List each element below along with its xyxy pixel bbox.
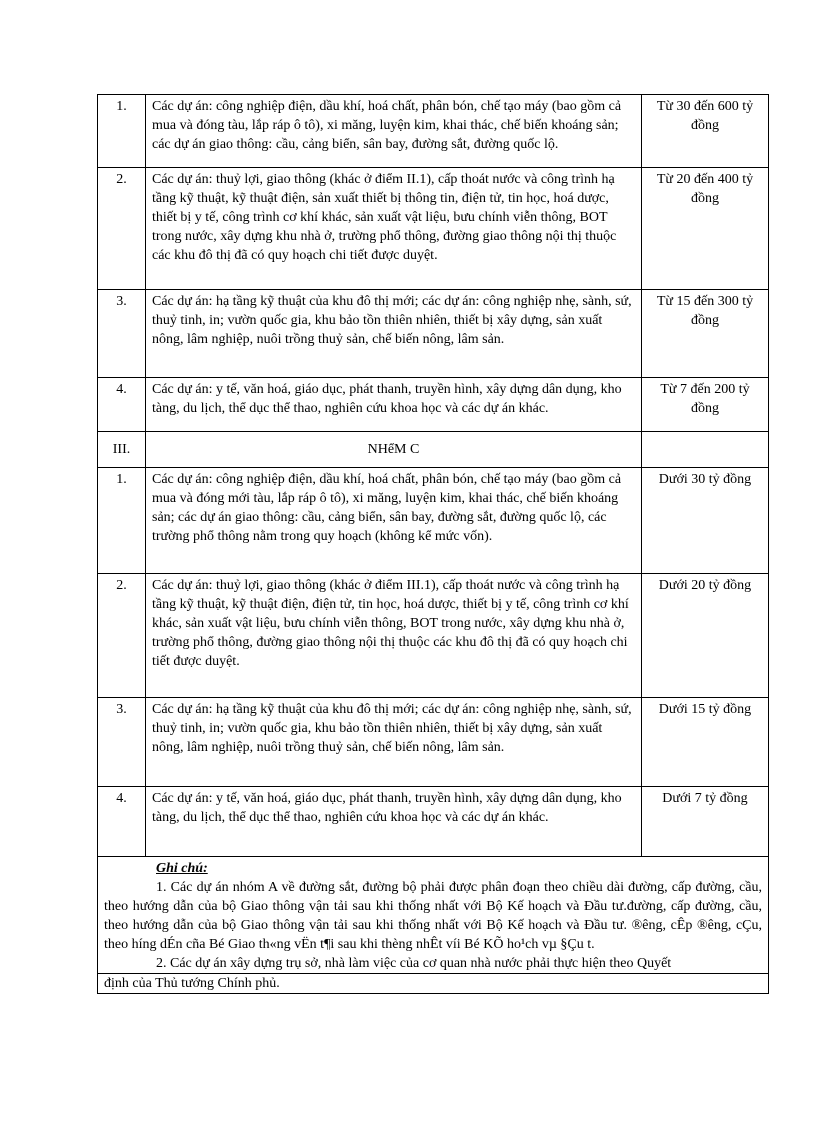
row-amount: Dưới 7 tỷ đồng <box>642 787 769 857</box>
note-paragraph-1: 1. Các dự án nhóm A về đường sắt, đường bộ phải được phân đoạn theo chiều dài đường, cấp đường, cầu, theo hướng dẫn của bộ Giao thông vận tải sau khi thống nhất với Bộ Kế hoạch và Đầu tư.đường, cấp đường, cầu, theo hướng dẫn của bộ Giao thông vận tải sau khi thống nhất với Bộ Kế hoạch và Đầu tư. ®êng, cÊp ®êng, cÇu, theo híng dÉn cña Bé Giao th«ng vËn t¶i sau khi thèng nhÊt víi Bé KÕ ho¹ch vµ §Çu t. <box>104 880 762 952</box>
row-number: 4. <box>98 378 146 432</box>
note-paragraph-2-continued: định của Thủ tướng Chính phủ. <box>98 973 768 993</box>
document-page <box>97 94 769 994</box>
section-header-row <box>98 432 769 468</box>
table-row <box>98 290 769 378</box>
row-amount: Dưới 15 tỷ đồng <box>642 698 769 787</box>
row-amount: Từ 30 đến 600 tỷ đồng <box>642 95 769 168</box>
row-description: Các dự án: y tế, văn hoá, giáo dục, phát thanh, truyền hình, xây dựng dân dụng, kho tàng, du lịch, thể dục thể thao, nghiên cứu khoa học và các dự án khác. <box>146 378 642 432</box>
note-paragraph-2: 2. Các dự án xây dựng trụ sở, nhà làm việc của cơ quan nhà nước phải thực hiện theo Quyết <box>156 956 672 971</box>
table-row <box>98 168 769 290</box>
table-row <box>98 574 769 698</box>
row-number: 3. <box>98 290 146 378</box>
row-number: 2. <box>98 168 146 290</box>
row-description: Các dự án: công nghiệp điện, dầu khí, hoá chất, phân bón, chế tạo máy (bao gồm cả mua và đóng mới tàu, lắp ráp ô tô), xi măng, luyện kim, khai thác, chế biến khoáng sản; các dự án giao thông: cầu, cảng biển, sân bay, đường sắt, đường quốc lộ, các trường phổ thông nằm trong quy hoạch (không kể mức vốn). <box>146 468 642 574</box>
row-description: Các dự án: hạ tầng kỹ thuật của khu đô thị mới; các dự án: công nghiệp nhẹ, sành, sứ, thuỷ tinh, in; vườn quốc gia, khu bảo tồn thiên nhiên, thiết bị xây dựng, sản xuất nông, lâm nghiệp, nuôi trồng thuỷ sản, chế biến nông, lâm sản. <box>146 698 642 787</box>
row-number: 1. <box>98 468 146 574</box>
row-amount: Từ 7 đến 200 tỷ đồng <box>642 378 769 432</box>
row-number: 3. <box>98 698 146 787</box>
row-number: 2. <box>98 574 146 698</box>
row-amount: Dưới 20 tỷ đồng <box>642 574 769 698</box>
table-row <box>98 698 769 787</box>
notes-section <box>97 857 769 994</box>
row-number: 1. <box>98 95 146 168</box>
row-amount: Từ 15 đến 300 tỷ đồng <box>642 290 769 378</box>
row-description: Các dự án: thuỷ lợi, giao thông (khác ở điểm II.1), cấp thoát nước và công trình hạ tầng kỹ thuật, kỹ thuật điện, sản xuất thiết bị thông tin, điện tử, tin học, hoá dược, thiết bị y tế, công trình cơ khí khác, sản xuất vật liệu, bưu chính viễn thông, BOT trong nước, xây dựng khu nhà ở, trường phổ thông, đường giao thông nội thị thuộc các khu đô thị đã có quy hoạch chi tiết được duyệt. <box>146 168 642 290</box>
row-description: Các dự án: hạ tầng kỹ thuật của khu đô thị mới; các dự án: công nghiệp nhẹ, sành, sứ, thuỷ tinh, in; vườn quốc gia, khu bảo tồn thiên nhiên, thiết bị xây dựng, sản xuất nông, lâm nghiệp, nuôi trồng thuỷ sản, chế biến nông, lâm sản. <box>146 290 642 378</box>
row-description: Các dự án: thuỷ lợi, giao thông (khác ở điểm III.1), cấp thoát nước và công trình hạ tầng kỹ thuật, kỹ thuật điện, điện tử, tin học, hoá dược, thiết bị y tế, công trình cơ khí khác, sản xuất vật liệu, bưu chính viễn thông, BOT trong nước, xây dựng khu nhà ở, trường phổ thông, đường giao thông nội thị thuộc các khu đô thị đã có quy hoạch chi tiết được duyệt. <box>146 574 642 698</box>
row-number: 4. <box>98 787 146 857</box>
project-group-table <box>97 94 769 857</box>
section-title: NHểM C <box>146 432 642 468</box>
notes-heading: Ghi chú: <box>156 861 208 876</box>
row-description: Các dự án: công nghiệp điện, dầu khí, hoá chất, phân bón, chế tạo máy (bao gồm cả mua và đóng tàu, lắp ráp ô tô), xi măng, luyện kim, khai thác, chế biến khoáng sản; các dự án giao thông: cầu, cảng biển, sân bay, đường sắt, đường quốc lộ. <box>146 95 642 168</box>
row-amount: Từ 20 đến 400 tỷ đồng <box>642 168 769 290</box>
table-row <box>98 95 769 168</box>
row-description: Các dự án: y tế, văn hoá, giáo dục, phát thanh, truyền hình, xây dựng dân dụng, kho tàng, du lịch, thể dục thể thao, nghiên cứu khoa học và các dự án khác. <box>146 787 642 857</box>
section-number: III. <box>98 432 146 468</box>
section-amount-empty <box>642 432 769 468</box>
table-row <box>98 468 769 574</box>
table-row <box>98 378 769 432</box>
row-amount: Dưới 30 tỷ đồng <box>642 468 769 574</box>
table-row <box>98 787 769 857</box>
